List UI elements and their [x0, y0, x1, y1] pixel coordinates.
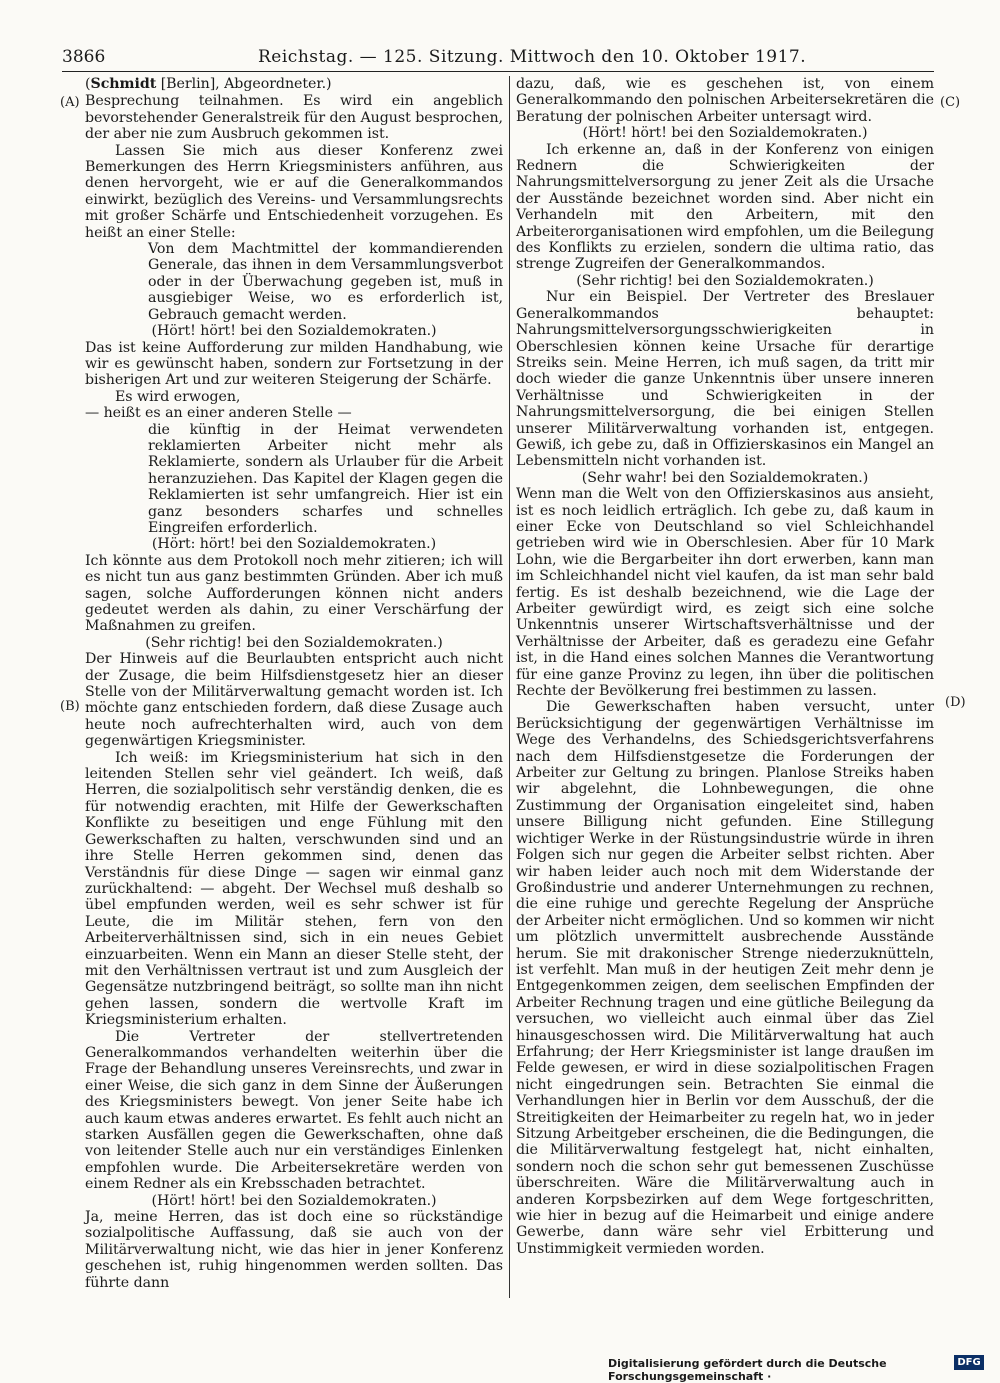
interjection: (Hört! hört! bei den Sozialdemokraten.) — [582, 125, 868, 142]
speaker-prefix: ( — [85, 76, 91, 92]
interjection: (Hört! hört! bei den Sozialdemokraten.) — [151, 323, 437, 340]
paragraph: Die Gewerkschaften haben versucht, unter Berücksichtigung der gegenwärtigen Verhältnisse im Wege des Verhandelns, des Schiedsgerichtsverfahrens nach dem Hilfsdienstgesetze die Forderungen der Arbeiter zur Geltung zu bringen. Planlose Streiks haben wir abgelehnt, die Lohnbewegungen, die ohne Zustimmung der Organisation eingeleitet sind, haben unsere Billigung nicht gefunden. Eine Stillegung wichtiger Werke in der Rüstungsindustrie würde in ihren Folgen sich nur gegen die Arbeiter selbst richten. Aber wir haben leider auch noch mit dem Widerstande der Großindustrie und anderer Unternehmungen zu rechnen, die eine ruhige und gerechte Regelung der Ansprüche der Arbeiter nicht ermöglichen. Und so kommen wir nicht um plötzlich unvermittelt ausbrechende Ausstände herum. Sie mit drakonischer Strenge niederzuknütteln, ist verfehlt. Man muß in der heutigen Zeit mehr denn je Entgegenkommen zeigen, dem seelischen Empfinden der Arbeiter Rechnung tragen und eine gütliche Beilegung da versuchen, wo vielleicht auch einmal über das Ziel hinausgeschossen wird. Die Militärverwaltung hat auch Erfahrung; der Herr Kriegsminister ist lange draußen im Felde gewesen, er wird in diese sozialpolitischen Fragen nicht eingedrungen sein. Betrachten Sie einmal die Verhandlungen hier in Berlin vor dem Ausschuß, der die Streitigkeiten der Heimarbeiter zu regeln hat, wo in jeder Sitzung Arbeitgeber erscheinen, die die Bedingungen, die die Militärverwaltung festgelegt hat, nicht einhalten, sondern noch die schon sehr gut bemessenen Zuschüsse überschreiten. Wäre die Militärverwaltung auch in anderen Korpsbezirken auf dem Wege fortgeschritten, wie hier in bezug auf die Heimarbeit und einige andere Gewerbe, dann wäre sehr viel Erbitterung und Unstimmigkeit vermieden worden. — [516, 699, 934, 1257]
interjection: (Sehr richtig! bei den Sozialdemokraten.) — [576, 272, 874, 289]
paragraph: dazu, daß, wie es geschehen ist, von einem Generalkommando den polnischen Arbeitersekretären die Beratung der polnischen Arbeiter untersagt wird. — [516, 76, 934, 125]
dfg-logo: DFG — [954, 1355, 984, 1370]
paragraph: Die Vertreter der stellvertretenden Generalkommandos verhandelten weiterhin über die Frage der Behandlung unseres Vereinsrechts, und zwar in einer Weise, die sich ganz in dem Sinne der Äußerungen des Kriegsministers bewegt. Von jener Seite habe ich auch kaum etwas anderes erwartet. Es fehlt auch nicht an starken Ausfällen gegen die Gewerkschaften, ohne daß von leitender Stelle auch nur ein verständiges Einlenken empfohlen wurde. Die Arbeitersekretäre werden von einem Redner als ein Krebsschaden betrachtet. — [85, 1028, 503, 1193]
block-quote: Von dem Machtmittel der kommandierenden Generale, das ihnen in dem Versammlungsverbot oder in der Überwachung gegeben ist, muß in ausgiebiger Weise, wo es erforderlich ist, Gebrauch gemacht werden. — [148, 241, 503, 323]
paragraph: Ja, meine Herren, das ist doch eine so rückständige sozialpolitische Auffassung, daß sie auch von der Militärverwaltung nicht, wie das hier in jener Konferenz geschehen ist, ruhig hingenommen werden sollten. Das führte dann — [85, 1209, 503, 1291]
interjection: (Sehr wahr! bei den Sozialdemokraten.) — [581, 469, 869, 486]
interjection: (Hört! hört! bei den Sozialdemokraten.) — [151, 1192, 437, 1209]
column-rule — [509, 76, 510, 1298]
speaker-heading — [85, 76, 503, 92]
paragraph: Wenn man die Welt von den Offizierskasinos aus ansieht, ist es noch leidlich erträglich. Ich gebe zu, daß kaum in einer Ecke von Deutschland so viel Schleichhandel getrieben wird wie in Oberschlesien. Aber für 10 Mark Lohn, wie die Bergarbeiter ihn dort erwerben, kann man im Schleichhandel nicht viel kaufen, da ist man sehr bald fertig. Es ist deshalb bezeichnend, wie die Lage der Arbeiter gewürdigt wird, es zeigt sich eine solche Unkenntnis unserer Wirtschaftsverhältnisse und der Verhältnisse der Arbeiter, daß es geradezu eine Gefahr ist, in die Hand eines solchen Mannes die Verantwortung für eine ganze Provinz zu legen, ihn über die politischen Rechte der Bevölkerung frei bestimmen zu lassen. — [516, 486, 934, 700]
speaker-role: [Berlin], Abgeordneter.) — [156, 76, 332, 92]
margin-marker-b: (B) — [60, 699, 80, 714]
interjection: (Sehr richtig! bei den Sozialdemokraten.) — [145, 634, 443, 651]
margin-marker-c: (C) — [940, 95, 961, 110]
paragraph: Ich könnte aus dem Protokoll noch mehr zitieren; ich will es nicht tun aus ganz bestimmten Gründen. Aber ich muß sagen, solche Aufforderungen können nicht anders gedeutet werden als dahin, zu einer Verschärfung der Maßnahmen zu greifen. — [85, 552, 503, 635]
paragraph: Besprechung teilnahmen. Es wird ein angeblich bevorstehender Generalstreik für den August besprochen, der aber nie zum Ausbruch gekommen ist. — [85, 93, 503, 143]
paragraph: — heißt es an einer anderen Stelle — — [85, 405, 352, 422]
paragraph: Lassen Sie mich aus dieser Konferenz zwei Bemerkungen des Herrn Kriegsministers anführen, aus denen hervorgeht, wie er auf die Generalkommandos einwirkt, bezüglich des Vereins- und Versammlungsrechts mit großer Schärfe und Entschiedenheit vorzugehen. Es heißt an einer Stelle: — [85, 142, 503, 241]
paragraph: Der Hinweis auf die Beurlaubten entspricht auch nicht der Zusage, die beim Hilfsdienstgesetz hier an dieser Stelle von der Militärverwaltung gemacht worden ist. Ich möchte ganz entschieden fordern, daß diese Zusage auch heute noch aufrechterhalten wird, auch von dem gegenwärtigen Kriegsminister. — [85, 651, 503, 750]
running-title: Reichstag. — 125. Sitzung. Mittwoch den 10. Oktober 1917. — [258, 47, 807, 67]
block-quote: die künftig in der Heimat verwendeten reklamierten Arbeiter nicht mehr als Reklamierte, sondern als Urlauber für die Arbeit heranzuziehen. Das Kapitel der Klagen gegen die Reklamierten ist sehr umfangreich. Hier ist ein ganz besonders scharfes und schnelles Eingreifen erforderlich. — [148, 421, 503, 536]
margin-marker-d: (D) — [945, 695, 966, 710]
interjection: (Hört: hört! bei den Sozialdemokraten.) — [151, 536, 437, 553]
paragraph: Ich weiß: im Kriegsministerium hat sich in den leitenden Stellen sehr viel geändert. Ich weiß, daß Herren, die sozialpolitisch sehr verständig denken, die es für notwendig erachten, mit Hilfe der Gewerkschaften Konflikte zu beseitigen und enge Fühlung mit den Gewerkschaften zu halten, verschwunden sind und an ihre Stelle Herren gekommen sind, denen das Verständnis für diese Dinge — sagen wir einmal ganz zurückhaltend: — abgeht. Der Wechsel muß deshalb so übel empfunden werden, weil es sehr schwer ist für Leute, die im Militär stehen, fern von den Arbeiterverhältnissen sind, sich in ein neues Gebiet einzuarbeiten. Wenn ein Mann an dieser Stelle steht, der mit den Verhältnissen vertraut ist und zum Ausgleich der Gegensätze nutzbringend beiträgt, so sollte man ihn nicht gehen lassen, sondern die wertvolle Kraft im Kriegsministerium erhalten. — [85, 749, 503, 1029]
page-header — [62, 47, 932, 71]
speaker-name: Schmidt — [90, 76, 157, 92]
paragraph: Ich erkenne an, daß in der Konferenz von einigen Rednern die Schwierigkeiten der Nahrungsmittelversorgung zu jener Zeit als die Ursache der Ausstände bezeichnet worden sind. Aber nicht ein Verhandeln mit den Arbeitern, mit den Arbeiterorganisationen wird empfohlen, um die Beilegung des Konflikts zu erzielen, sondern die ultima ratio, das strenge Zugreifen der Generalkommandos. — [516, 141, 934, 273]
left-column — [85, 76, 503, 1291]
margin-marker-a: (A) — [60, 95, 80, 110]
paragraph: Das ist keine Aufforderung zur milden Handhabung, wie wir es gewünscht haben, sondern zur Fortsetzung in der bisherigen Art und zur weiteren Steigerung der Schärfe. — [85, 339, 503, 389]
paragraph: Es wird erwogen, — [115, 388, 241, 405]
header-rule — [62, 71, 934, 72]
footer-credit: Digitalisierung gefördert durch die Deutsche Forschungsgemeinschaft · — [608, 1357, 887, 1383]
paragraph: Nur ein Beispiel. Der Vertreter des Breslauer Generalkommandos behauptet: Nahrungsmittelversorgungsschwierigkeiten in Oberschlesien können keine Ursache für derartige Streiks sein. Meine Herren, ich muß sagen, da tritt mir doch wieder die ganze Unkenntnis über unsere inneren Verhältnisse und Schwierigkeiten in der Nahrungsmittelversorgung, die bei einigen Stellen unserer Militärverwaltung vorhanden ist, entgegen. Gewiß, ich gebe zu, daß in Offizierskasinos ein Mangel an Lebensmitteln nicht vorhanden ist. — [516, 289, 934, 470]
right-column — [516, 76, 934, 1257]
page-number: 3866 — [62, 47, 106, 67]
